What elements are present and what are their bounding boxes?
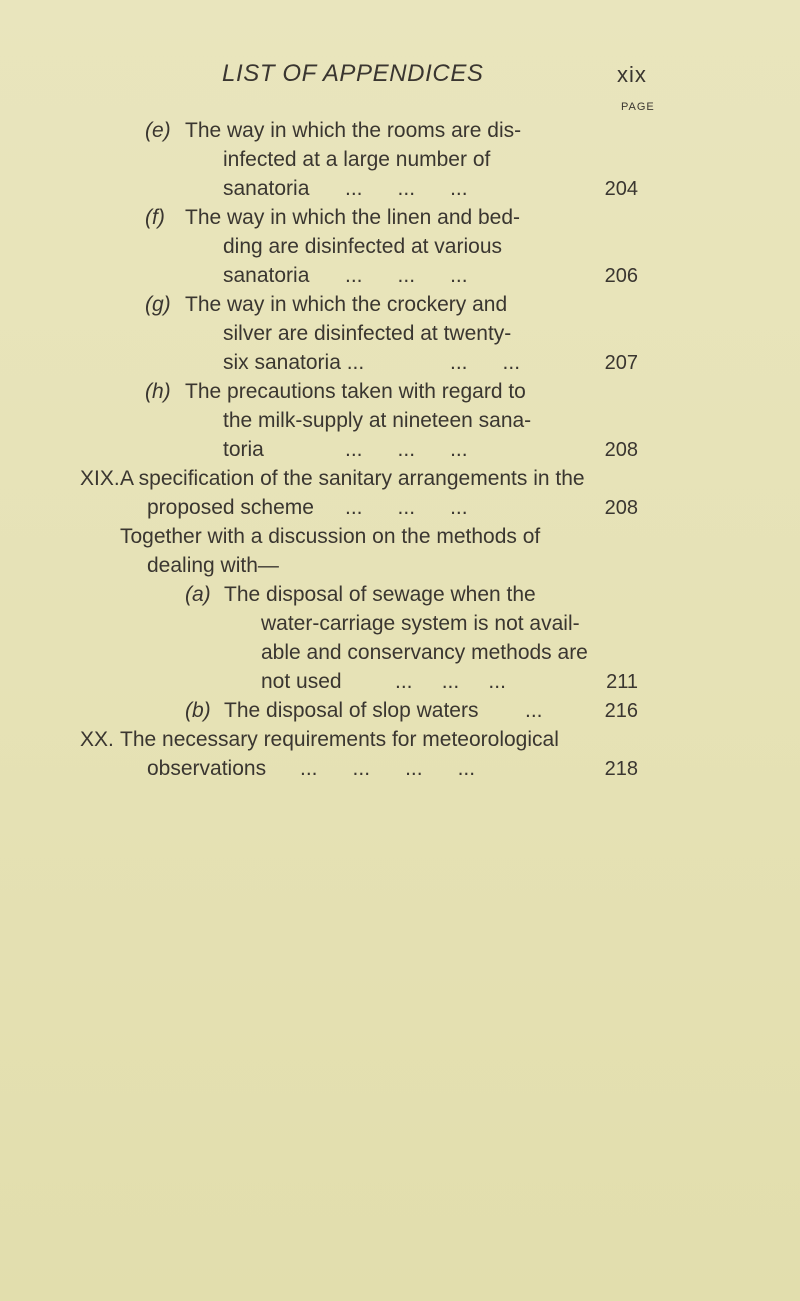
- entry-xix-leader: ... ... ...: [345, 496, 468, 519]
- entry-b-label: (b): [185, 699, 211, 722]
- entry-a-line-1: The disposal of sewage when the: [224, 583, 536, 606]
- entry-f-line-1: The way in which the linen and bed-: [185, 206, 521, 229]
- entry-f-line-2: ding are disinfected at various: [223, 235, 502, 258]
- page-number: xix: [617, 62, 647, 87]
- page-column-label: PAGE: [621, 101, 655, 113]
- discussion-line-1: Together with a discussion on the methods of: [120, 525, 541, 548]
- discussion-line-2: dealing with—: [147, 554, 279, 577]
- entry-g-line-1: The way in which the crockery and: [185, 293, 508, 316]
- entry-g-line-3: six sanatoria ...: [223, 351, 365, 374]
- entry-h-page: 208: [604, 439, 638, 461]
- entry-e-label: (e): [145, 119, 171, 142]
- entry-xx-line-2: observations: [147, 757, 267, 780]
- entry-a-label: (a): [185, 583, 211, 606]
- entry-xx-page: 218: [604, 758, 638, 780]
- entry-e-leader: ... ... ...: [345, 177, 468, 200]
- entry-xix-page: 208: [604, 497, 638, 519]
- entry-xx-leader: ... ... ... ...: [300, 757, 476, 780]
- entry-h-label: (h): [145, 380, 171, 403]
- entry-f-page: 206: [604, 265, 638, 287]
- entry-g-page: 207: [604, 352, 638, 374]
- entry-f-label: (f): [145, 206, 165, 229]
- entry-a-line-3: able and conservancy methods are: [261, 641, 588, 664]
- entry-f-leader: ... ... ...: [345, 264, 468, 287]
- entry-a-page: 211: [606, 671, 638, 693]
- entry-a-leader: ... ... ...: [395, 670, 506, 693]
- entry-a-line-4: not used: [261, 670, 342, 693]
- entry-xix-line-1: A specification of the sanitary arrangements in the: [120, 467, 585, 490]
- entry-h-line-1: The precautions taken with regard to: [185, 380, 526, 403]
- entry-b-leader: ...: [525, 699, 543, 722]
- entry-xx-line-1: The necessary requirements for meteorological: [120, 728, 559, 751]
- entry-b-page: 216: [604, 700, 638, 722]
- entry-h-line-2: the milk-supply at nineteen sana-: [223, 409, 532, 432]
- entry-e-line-2: infected at a large number of: [223, 148, 491, 171]
- entry-h-line-3: toria: [223, 438, 264, 461]
- entry-xix-line-2: proposed scheme: [147, 496, 314, 519]
- entry-b-line-1: The disposal of slop waters: [224, 699, 479, 722]
- entry-h-leader: ... ... ...: [345, 438, 468, 461]
- entry-e-page: 204: [604, 178, 638, 200]
- entry-g-label: (g): [145, 293, 171, 316]
- entry-a-line-2: water-carriage system is not avail-: [261, 612, 580, 635]
- entry-g-leader: ... ...: [450, 351, 521, 374]
- running-title: LIST OF APPENDICES: [222, 60, 484, 87]
- entry-e-line-3: sanatoria: [223, 177, 310, 200]
- entry-xx-label: XX.: [80, 728, 114, 751]
- entry-xix-label: XIX.: [80, 467, 120, 490]
- entry-g-line-2: silver are disinfected at twenty-: [223, 322, 512, 345]
- entry-e-line-1: The way in which the rooms are dis-: [185, 119, 522, 142]
- entry-f-line-3: sanatoria: [223, 264, 310, 287]
